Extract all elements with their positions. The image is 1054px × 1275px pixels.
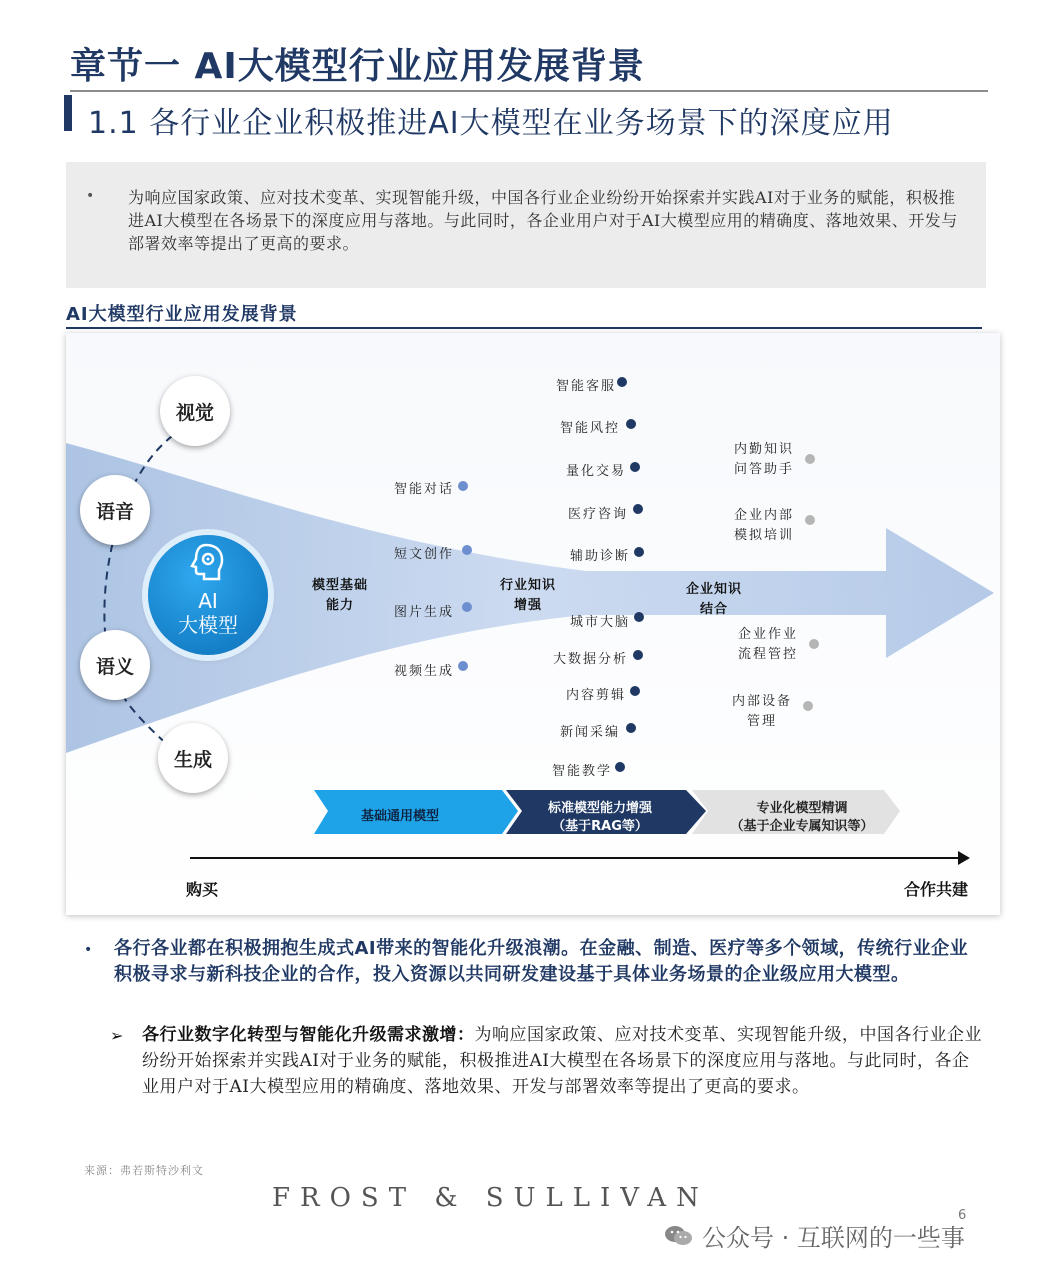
modality-generation: 生成 [158, 723, 228, 793]
chapter-divider [70, 90, 988, 92]
enterprise-app-dot [803, 701, 813, 711]
intro-bullet: • [86, 188, 95, 204]
sub-paragraph-text: 为响应国家政策、应对技术变革、实现智能升级，中国各行业企业纷纷开始探索并实践AI对于业务的赋能，积极推进AI大模型在各场景下的深度应用与落地。与此同时，各企业用户对于AI大模型应用的精确度、落地效果、开发与部署效率等提出了更高的要求。 [142, 1025, 982, 1097]
body-bullet: • [84, 942, 93, 958]
industry-app-label: 内容剪辑 [565, 688, 626, 703]
sub-arrow-icon: ➢ [110, 1026, 124, 1045]
flow-label-model-base-line2: 能力 [325, 598, 354, 613]
industry-app-dot [630, 462, 640, 472]
base-app-label: 图片生成 [393, 605, 454, 620]
enterprise-app-line1: 内部设备 [731, 694, 792, 709]
industry-app-label: 智能风控 [559, 421, 620, 436]
industry-app-dot [634, 612, 644, 622]
industry-app-label: 大数据分析 [552, 652, 628, 667]
flow-label-industry-line2: 增强 [513, 598, 542, 613]
industry-app-dot [617, 377, 627, 387]
industry-app-dot [634, 547, 644, 557]
enterprise-app-line1: 企业作业 [737, 627, 798, 642]
base-app-dot [462, 602, 472, 612]
stage-label-base: 基础通用模型 [360, 809, 439, 824]
industry-app-label: 城市大脑 [569, 615, 630, 630]
enterprise-app-line2: 流程管控 [737, 647, 798, 662]
flow-label-industry-line1: 行业知识 [499, 578, 556, 593]
enterprise-app-label [730, 625, 806, 665]
axis-label-buy: 购买 [186, 880, 219, 899]
figure-title-rule [66, 327, 982, 329]
ai-core-label-1: AI [198, 589, 218, 613]
flow-label-enterprise [674, 580, 754, 620]
enterprise-app-label [726, 440, 802, 480]
wechat-icon [664, 1224, 694, 1248]
industry-app-label: 新闻采编 [559, 725, 620, 740]
stage-label-specialized [702, 800, 902, 836]
enterprise-app-dot [809, 639, 819, 649]
enterprise-app-line1: 企业内部 [733, 508, 794, 523]
industry-app-dot [633, 504, 643, 514]
page-number: 6 [958, 1208, 967, 1223]
industry-app-dot [630, 686, 640, 696]
section-title: 1.1 各行业企业积极推进AI大模型在业务场景下的深度应用 [88, 106, 894, 141]
sub-paragraph-lead: 各行业数字化转型与智能化升级需求激增： [142, 1025, 475, 1045]
axis-label-co-build: 合作共建 [904, 880, 969, 899]
industry-app-dot [626, 723, 636, 733]
flow-label-enterprise-line2: 结合 [699, 602, 728, 617]
ai-model-core [148, 535, 268, 655]
industry-app-label: 医疗咨询 [567, 507, 628, 522]
flow-label-enterprise-line1: 企业知识 [685, 582, 742, 597]
enterprise-app-line2: 管理 [746, 714, 777, 729]
industry-app-label: 辅助诊断 [569, 549, 630, 564]
enterprise-app-dot [805, 454, 815, 464]
watermark-text: 公众号 · 互联网的一些事 [702, 1224, 965, 1252]
ai-core-label-2: 大模型 [178, 613, 238, 637]
modality-vision: 视觉 [160, 376, 230, 446]
flow-label-industry [488, 576, 568, 616]
enterprise-app-line1: 内勤知识 [733, 442, 794, 457]
ai-head-gear-icon [186, 541, 230, 585]
flow-label-model-base [300, 576, 380, 616]
enterprise-app-line2: 问答助手 [733, 462, 794, 477]
modality-semantics: 语义 [80, 630, 150, 700]
base-app-label: 短文创作 [393, 547, 454, 562]
body-paragraph: 各行各业都在积极拥抱生成式AI带来的智能化升级浪潮。在金融、制造、医疗等多个领域，传统行业企业积极寻求与新科技企业的合作，投入资源以共同研发建设基于具体业务场景的企业级应用大模型。 [114, 938, 969, 985]
sub-paragraph [142, 1022, 986, 1100]
watermark [664, 1218, 965, 1253]
enterprise-app-line2: 模拟培训 [733, 528, 794, 543]
enterprise-app-label [724, 692, 800, 732]
stage-label-standard [520, 800, 680, 836]
industry-app-dot [626, 419, 636, 429]
industry-app-dot [615, 762, 625, 772]
flow-label-model-base-line1: 模型基础 [311, 578, 368, 593]
industry-app-label: 智能教学 [551, 764, 612, 779]
base-app-label: 视频生成 [393, 664, 454, 679]
base-app-dot [458, 661, 468, 671]
stage-label-standard-line2: （基于RAG等） [552, 819, 648, 834]
industry-app-label: 智能客服 [555, 379, 616, 394]
chapter-title: 章节一 AI大模型行业应用发展背景 [70, 46, 645, 87]
figure-title: AI大模型行业应用发展背景 [66, 304, 298, 325]
base-app-label: 智能对话 [393, 482, 454, 497]
intro-text: 为响应国家政策、应对技术变革、实现智能升级，中国各行业企业纷纷开始探索并实践AI对于业务的赋能，积极推进AI大模型在各场景下的深度应用与落地。与此同时，各企业用户对于AI大模型应用的精确度、落地效果、开发与部署效率等提出了更高的要求。 [128, 188, 958, 253]
enterprise-app-label [726, 506, 802, 546]
enterprise-app-dot [805, 515, 815, 525]
industry-app-dot [633, 650, 643, 660]
stage-label-specialized-line1: 专业化模型精调 [756, 801, 848, 816]
modality-speech: 语音 [80, 475, 150, 545]
section-accent-bar [64, 95, 72, 131]
stage-label-specialized-line2: （基于企业专属知识等） [730, 819, 874, 834]
axis-arrowhead [958, 851, 970, 865]
base-app-dot [462, 545, 472, 555]
base-app-dot [458, 481, 468, 491]
source-note: 来源：弗若斯特沙利文 [84, 1164, 204, 1177]
industry-app-label: 量化交易 [565, 464, 626, 479]
brand-logo: FROST & SULLIVAN [272, 1183, 709, 1213]
stage-label-standard-line1: 标准模型能力增强 [547, 801, 652, 816]
